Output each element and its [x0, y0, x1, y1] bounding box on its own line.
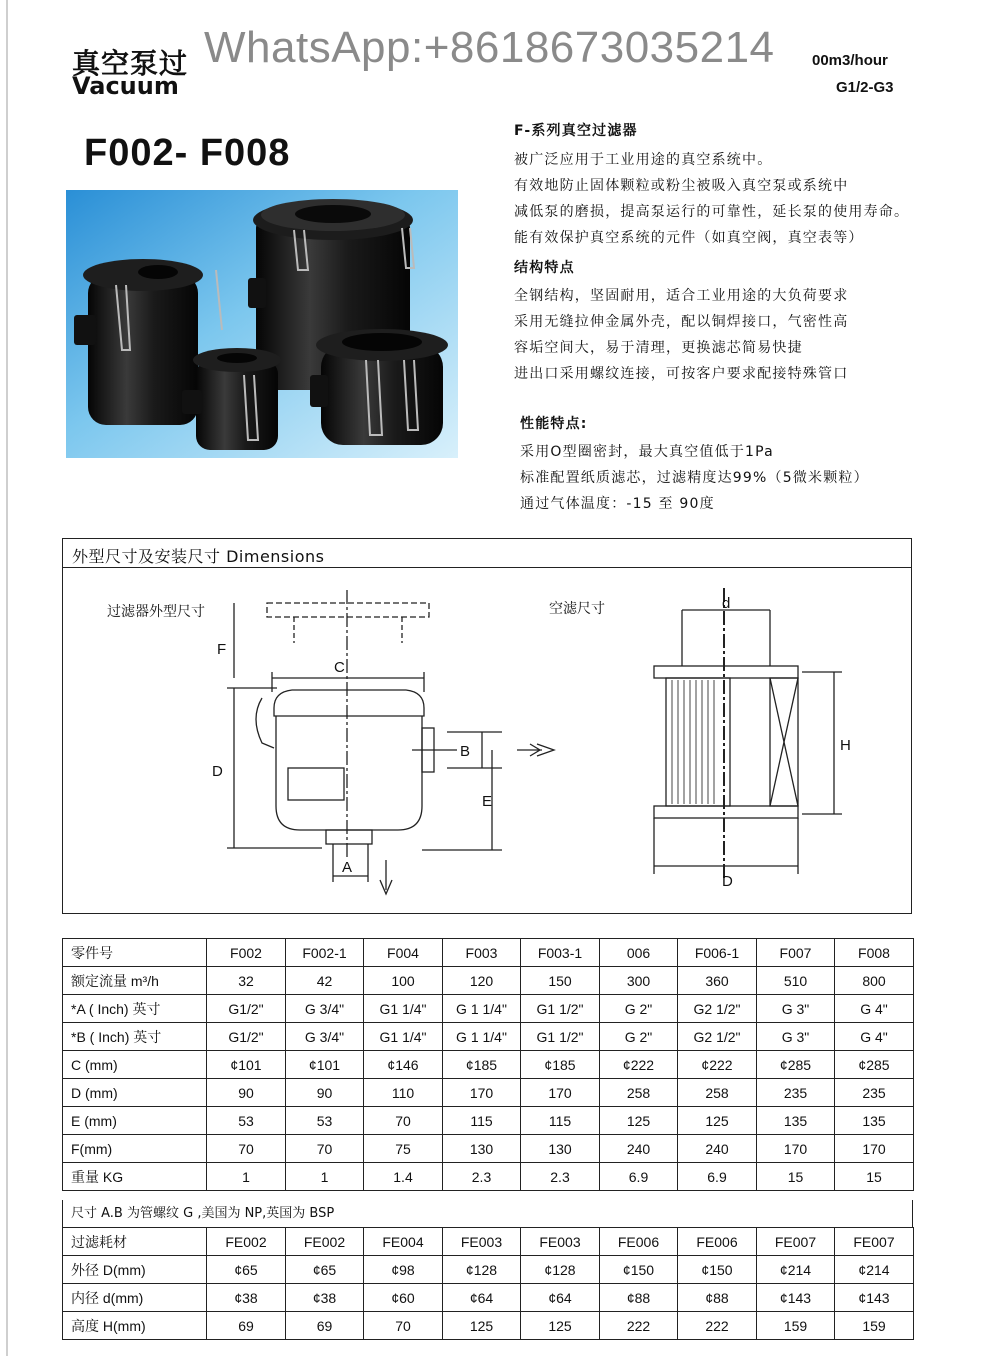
performance-line: 采用O型圈密封，最大真空值低于1Pa — [520, 444, 774, 460]
table-row — [63, 1284, 914, 1312]
row-label: *B ( Inch) 英寸 — [63, 1023, 207, 1051]
row-label: E (mm) — [63, 1107, 207, 1135]
table-cell: 300 — [600, 967, 678, 995]
desc-line: 减低泵的磨损，提高泵运行的可靠性，延长泵的使用寿命。 — [514, 204, 910, 220]
structure-heading: 结构特点 — [514, 260, 575, 276]
table-cell: ¢101 — [286, 1051, 364, 1079]
row-label: C (mm) — [63, 1051, 207, 1079]
pleat-lines — [672, 680, 714, 804]
filter-housing-drawing — [227, 588, 842, 894]
structure-line: 采用无缝拉伸金属外壳，配以铜焊接口，气密性高 — [514, 314, 849, 330]
spec-table — [62, 938, 914, 1191]
table-cell: ¢214 — [757, 1256, 835, 1284]
dim-label-small-d: d — [722, 595, 731, 612]
table-row — [63, 1163, 914, 1191]
table-cell: ¢88 — [600, 1284, 678, 1312]
table-cell: 800 — [835, 967, 914, 995]
table-cell: G1 1/4" — [364, 995, 443, 1023]
table-cell: ¢65 — [207, 1256, 286, 1284]
table-cell: 170 — [757, 1135, 835, 1163]
desc-line: 被广泛应用于工业用途的真空系统中。 — [514, 152, 773, 168]
table-cell: 6.9 — [678, 1163, 757, 1191]
table-row — [63, 1079, 914, 1107]
table-cell: ¢143 — [757, 1284, 835, 1312]
table-cell: ¢65 — [286, 1256, 364, 1284]
table-cell: G 4" — [835, 995, 914, 1023]
dim-label-outer-d: D — [722, 873, 733, 890]
header-thread-range: G1/2-G3 — [836, 79, 894, 96]
table-cell: 90 — [207, 1079, 286, 1107]
element-table — [62, 1227, 914, 1340]
table-cell: 70 — [364, 1107, 443, 1135]
table-cell: FE007 — [835, 1228, 914, 1256]
table-cell: 15 — [835, 1163, 914, 1191]
table-row — [63, 1135, 914, 1163]
table-cell: 42 — [286, 967, 364, 995]
dim-label-e: E — [482, 793, 493, 810]
table-cell: 110 — [364, 1079, 443, 1107]
table-cell: 235 — [835, 1079, 914, 1107]
header-title-en: Vacuum — [72, 72, 179, 100]
row-label: D (mm) — [63, 1079, 207, 1107]
table-cell: ¢60 — [364, 1284, 443, 1312]
table-cell: 69 — [207, 1312, 286, 1340]
table-cell: 70 — [364, 1312, 443, 1340]
whatsapp-watermark: WhatsApp:+8618673035214 — [198, 22, 816, 74]
table-cell: ¢98 — [364, 1256, 443, 1284]
structure-line: 容垢空间大，易于清理，更换滤芯简易快捷 — [514, 340, 803, 356]
dim-label-d: D — [212, 763, 223, 780]
table-cell: ¢285 — [835, 1051, 914, 1079]
table-row — [63, 995, 914, 1023]
table-cell: 100 — [364, 967, 443, 995]
dim-label-c: C — [334, 659, 345, 676]
table-cell: 1 — [207, 1163, 286, 1191]
dimensions-title: 外型尺寸及安装尺寸 Dimensions — [72, 547, 325, 566]
table-cell: 90 — [286, 1079, 364, 1107]
table-cell: 130 — [521, 1135, 600, 1163]
table-cell: F007 — [757, 939, 835, 967]
table-cell: 125 — [521, 1312, 600, 1340]
table-cell: F002-1 — [286, 939, 364, 967]
table-cell: 170 — [835, 1135, 914, 1163]
row-label: *A ( Inch) 英寸 — [63, 995, 207, 1023]
table-cell: ¢64 — [443, 1284, 521, 1312]
table-cell: 150 — [521, 967, 600, 995]
table-cell: FE002 — [207, 1228, 286, 1256]
table-cell: 006 — [600, 939, 678, 967]
table-cell: ¢64 — [521, 1284, 600, 1312]
row-label: 外径 D(mm) — [63, 1256, 207, 1284]
table-cell: G 2" — [600, 995, 678, 1023]
table-cell: ¢143 — [835, 1284, 914, 1312]
row-label: 过滤耗材 — [63, 1228, 207, 1256]
table-row — [63, 1051, 914, 1079]
table-cell: ¢222 — [678, 1051, 757, 1079]
structure-line: 进出口采用螺纹连接，可按客户要求配接特殊管口 — [514, 366, 849, 382]
table-cell: ¢128 — [521, 1256, 600, 1284]
table-cell: F003-1 — [521, 939, 600, 967]
table-cell: 510 — [757, 967, 835, 995]
table-cell: ¢88 — [678, 1284, 757, 1312]
medium-canister-right — [310, 329, 448, 445]
table-cell: F004 — [364, 939, 443, 967]
table-cell: 222 — [678, 1312, 757, 1340]
table-cell: G 1 1/4" — [443, 995, 521, 1023]
table-cell: FE006 — [678, 1228, 757, 1256]
table-cell: F008 — [835, 939, 914, 967]
table-cell: ¢214 — [835, 1256, 914, 1284]
desc-line: 能有效保护真空系统的元件（如真空阀，真空表等） — [514, 230, 864, 246]
desc-line: 有效地防止固体颗粒或粉尘被吸入真空泵或系统中 — [514, 178, 849, 194]
dim-label-a: A — [342, 859, 353, 876]
performance-heading: 性能特点: — [520, 416, 588, 432]
dim-label-f: F — [217, 641, 227, 658]
table-cell: 240 — [600, 1135, 678, 1163]
table-cell: 258 — [600, 1079, 678, 1107]
table-cell: 70 — [207, 1135, 286, 1163]
page-edge-line — [6, 0, 8, 1356]
table-cell: 170 — [521, 1079, 600, 1107]
row-label: F(mm) — [63, 1135, 207, 1163]
table-cell: ¢128 — [443, 1256, 521, 1284]
row-label: 零件号 — [63, 939, 207, 967]
table-cell: 32 — [207, 967, 286, 995]
table-cell: F003 — [443, 939, 521, 967]
table-row — [63, 1107, 914, 1135]
row-label: 额定流量 m³/h — [63, 967, 207, 995]
table-cell: 360 — [678, 967, 757, 995]
table-cell: 53 — [207, 1107, 286, 1135]
table-cell: ¢146 — [364, 1051, 443, 1079]
table-cell: 170 — [443, 1079, 521, 1107]
element_table-header-row — [63, 1228, 914, 1256]
table-cell: 125 — [443, 1312, 521, 1340]
table-cell: ¢285 — [757, 1051, 835, 1079]
header-flow-range: 00m3/hour — [812, 52, 888, 69]
table-cell: G 3" — [757, 995, 835, 1023]
table-cell: ¢185 — [443, 1051, 521, 1079]
desc-heading: F-系列真空过滤器 — [514, 123, 638, 139]
performance-line: 通过气体温度：-15 至 90度 — [520, 496, 715, 512]
table-cell: ¢38 — [286, 1284, 364, 1312]
table-cell: ¢150 — [600, 1256, 678, 1284]
table-cell: ¢38 — [207, 1284, 286, 1312]
table-cell: G2 1/2" — [678, 995, 757, 1023]
table-cell: G 3/4" — [286, 1023, 364, 1051]
header-title-cn: 真空泵过 — [72, 47, 189, 80]
table-cell: F002 — [207, 939, 286, 967]
structure-line: 全钢结构，坚固耐用，适合工业用途的大负荷要求 — [514, 288, 849, 304]
thread-note: 尺寸 A.B 为管螺纹 G ,美国为 NP,英国为 BSP — [62, 1200, 913, 1228]
table-cell: 115 — [443, 1107, 521, 1135]
table-cell: G1/2" — [207, 1023, 286, 1051]
table-cell: G1 1/2" — [521, 1023, 600, 1051]
table-row — [63, 967, 914, 995]
right-caption: 空滤尺寸 — [549, 601, 605, 617]
table-row — [63, 1312, 914, 1340]
table-cell: 240 — [678, 1135, 757, 1163]
table-cell: FE006 — [600, 1228, 678, 1256]
table-cell: 2.3 — [443, 1163, 521, 1191]
left-caption: 过滤器外型尺寸 — [107, 604, 205, 620]
dim-label-h: H — [840, 737, 851, 754]
table-cell: 125 — [678, 1107, 757, 1135]
table-cell: G1/2" — [207, 995, 286, 1023]
table-cell: ¢185 — [521, 1051, 600, 1079]
table-cell: 130 — [443, 1135, 521, 1163]
table-cell: 159 — [757, 1312, 835, 1340]
table-cell: ¢222 — [600, 1051, 678, 1079]
table-cell: G 2" — [600, 1023, 678, 1051]
table-cell: 6.9 — [600, 1163, 678, 1191]
table-cell: G2 1/2" — [678, 1023, 757, 1051]
table-cell: 135 — [757, 1107, 835, 1135]
table-cell: FE004 — [364, 1228, 443, 1256]
table-cell: FE002 — [286, 1228, 364, 1256]
table-cell: 235 — [757, 1079, 835, 1107]
table-cell: G1 1/4" — [364, 1023, 443, 1051]
row-label: 重量 KG — [63, 1163, 207, 1191]
table-cell: G 3/4" — [286, 995, 364, 1023]
table-cell: 1 — [286, 1163, 364, 1191]
table-cell: G 1 1/4" — [443, 1023, 521, 1051]
small-canister-front — [182, 348, 281, 450]
table-row — [63, 1023, 914, 1051]
table-cell: 135 — [835, 1107, 914, 1135]
table-cell: 115 — [521, 1107, 600, 1135]
product-photo — [66, 190, 458, 458]
table-cell: 1.4 — [364, 1163, 443, 1191]
table-cell: 120 — [443, 967, 521, 995]
table-cell: 15 — [757, 1163, 835, 1191]
table-cell: G 4" — [835, 1023, 914, 1051]
table-cell: FE007 — [757, 1228, 835, 1256]
spec_table-header-row — [63, 939, 914, 967]
row-label: 内径 d(mm) — [63, 1284, 207, 1312]
table-cell: ¢101 — [207, 1051, 286, 1079]
model-title: F002- F008 — [84, 132, 291, 174]
table-cell: ¢150 — [678, 1256, 757, 1284]
table-row — [63, 1256, 914, 1284]
table-cell: 53 — [286, 1107, 364, 1135]
table-cell: 70 — [286, 1135, 364, 1163]
table-cell: 2.3 — [521, 1163, 600, 1191]
table-cell: 258 — [678, 1079, 757, 1107]
dimension-diagram — [62, 568, 912, 914]
table-cell: FE003 — [521, 1228, 600, 1256]
table-cell: F006-1 — [678, 939, 757, 967]
table-cell: G 3" — [757, 1023, 835, 1051]
table-cell: 222 — [600, 1312, 678, 1340]
row-label: 高度 H(mm) — [63, 1312, 207, 1340]
table-cell: 69 — [286, 1312, 364, 1340]
table-cell: 159 — [835, 1312, 914, 1340]
dim-label-b: B — [460, 743, 471, 760]
table-cell: 125 — [600, 1107, 678, 1135]
table-cell: 75 — [364, 1135, 443, 1163]
table-cell: FE003 — [443, 1228, 521, 1256]
performance-line: 标准配置纸质滤芯，过滤精度达99%（5微米颗粒） — [520, 470, 869, 486]
table-cell: G1 1/2" — [521, 995, 600, 1023]
